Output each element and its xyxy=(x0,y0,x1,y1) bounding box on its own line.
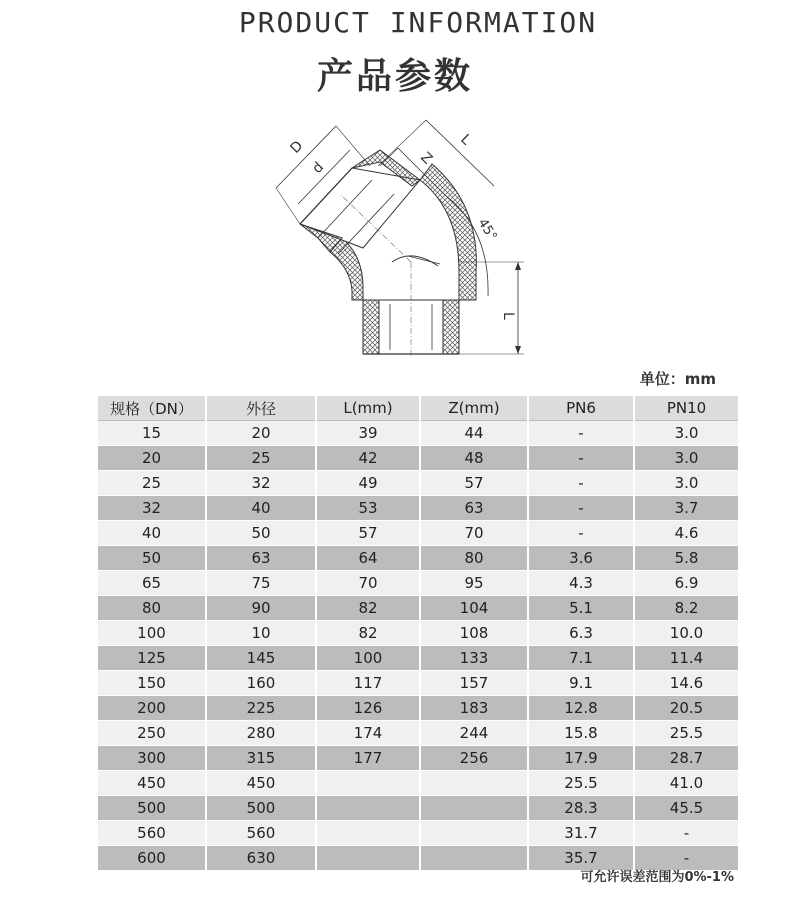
cell-pn10: 20.5 xyxy=(634,696,738,721)
page-title-cn: 产品参数 xyxy=(316,56,473,97)
cell-od: 25 xyxy=(206,446,316,471)
col-header-dn: 规格（DN） xyxy=(98,396,206,421)
cell-od: 20 xyxy=(206,421,316,446)
cell-od: 630 xyxy=(206,846,316,871)
label-Z: Z xyxy=(417,149,436,168)
cell-z xyxy=(420,796,528,821)
cell-pn6: 15.8 xyxy=(528,721,634,746)
cell-pn10: 3.0 xyxy=(634,446,738,471)
table-row xyxy=(98,821,738,846)
col-header-z: Z(mm) xyxy=(420,396,528,421)
cell-l: 126 xyxy=(316,696,420,721)
cell-pn10: 3.7 xyxy=(634,496,738,521)
unit-label: 单位：mm xyxy=(639,370,716,388)
cell-pn10: 25.5 xyxy=(634,721,738,746)
cell-pn10: 28.7 xyxy=(634,746,738,771)
spec-table xyxy=(98,396,738,871)
table-row xyxy=(98,596,738,621)
cell-pn10: 4.6 xyxy=(634,521,738,546)
cell-z: 70 xyxy=(420,521,528,546)
cell-l: 57 xyxy=(316,521,420,546)
cell-od: 500 xyxy=(206,796,316,821)
cell-z: 104 xyxy=(420,596,528,621)
bend-wall-outer xyxy=(420,164,476,300)
table-row xyxy=(98,796,738,821)
cell-dn: 560 xyxy=(98,821,206,846)
cell-dn: 450 xyxy=(98,771,206,796)
cell-od: 75 xyxy=(206,571,316,596)
cell-od: 315 xyxy=(206,746,316,771)
cell-od: 50 xyxy=(206,521,316,546)
cell-od: 90 xyxy=(206,596,316,621)
table-row xyxy=(98,546,738,571)
cell-l xyxy=(316,846,420,871)
cell-l: 174 xyxy=(316,721,420,746)
cell-dn: 125 xyxy=(98,646,206,671)
cell-pn6: 35.7 xyxy=(528,846,634,871)
cell-l: 53 xyxy=(316,496,420,521)
cell-l: 49 xyxy=(316,471,420,496)
cell-od: 160 xyxy=(206,671,316,696)
cell-od: 560 xyxy=(206,821,316,846)
cell-l: 100 xyxy=(316,646,420,671)
cell-od: 32 xyxy=(206,471,316,496)
cell-pn10: 5.8 xyxy=(634,546,738,571)
cell-pn6: - xyxy=(528,421,634,446)
table-row xyxy=(98,421,738,446)
cell-pn6: 5.1 xyxy=(528,596,634,621)
cell-z: 57 xyxy=(420,471,528,496)
table-row xyxy=(98,646,738,671)
cell-l: 82 xyxy=(316,621,420,646)
cell-od: 225 xyxy=(206,696,316,721)
cell-pn6: - xyxy=(528,496,634,521)
cell-od: 145 xyxy=(206,646,316,671)
cell-pn10: 8.2 xyxy=(634,596,738,621)
socket-wall-left xyxy=(363,300,379,354)
cell-l: 177 xyxy=(316,746,420,771)
cell-pn10: 45.5 xyxy=(634,796,738,821)
cell-pn10: - xyxy=(634,821,738,846)
table-row xyxy=(98,471,738,496)
cell-z: 133 xyxy=(420,646,528,671)
cell-pn10: 14.6 xyxy=(634,671,738,696)
cell-l: 70 xyxy=(316,571,420,596)
cell-l xyxy=(316,796,420,821)
cell-dn: 100 xyxy=(98,621,206,646)
cell-dn: 65 xyxy=(98,571,206,596)
cell-pn10: 41.0 xyxy=(634,771,738,796)
cell-dn: 15 xyxy=(98,421,206,446)
cell-pn6: 6.3 xyxy=(528,621,634,646)
cell-l: 64 xyxy=(316,546,420,571)
table-row xyxy=(98,446,738,471)
cell-l: 39 xyxy=(316,421,420,446)
cell-z: 244 xyxy=(420,721,528,746)
table-row xyxy=(98,746,738,771)
table-header-row xyxy=(98,396,738,421)
cell-l: 117 xyxy=(316,671,420,696)
cell-z: 256 xyxy=(420,746,528,771)
col-header-pn10: PN10 xyxy=(634,396,738,421)
cell-z xyxy=(420,771,528,796)
cell-dn: 150 xyxy=(98,671,206,696)
cell-pn6: 7.1 xyxy=(528,646,634,671)
table-row xyxy=(98,496,738,521)
cell-dn: 200 xyxy=(98,696,206,721)
cell-pn10: 3.0 xyxy=(634,421,738,446)
cell-pn6: - xyxy=(528,446,634,471)
cell-od: 10 xyxy=(206,621,316,646)
cell-z xyxy=(420,846,528,871)
socket-wall-right xyxy=(443,300,459,354)
cell-l xyxy=(316,821,420,846)
cell-od: 450 xyxy=(206,771,316,796)
bend-wall-inner xyxy=(330,238,363,300)
label-L: L xyxy=(457,131,474,149)
cell-od: 40 xyxy=(206,496,316,521)
cell-z: 44 xyxy=(420,421,528,446)
cell-dn: 250 xyxy=(98,721,206,746)
cell-z: 157 xyxy=(420,671,528,696)
cell-od: 280 xyxy=(206,721,316,746)
cell-dn: 80 xyxy=(98,596,206,621)
tolerance-note: 可允许误差范围为0%-1% xyxy=(580,870,734,885)
cell-pn10: 11.4 xyxy=(634,646,738,671)
cell-dn: 32 xyxy=(98,496,206,521)
cell-l: 82 xyxy=(316,596,420,621)
cell-z xyxy=(420,821,528,846)
cell-dn: 600 xyxy=(98,846,206,871)
table-row xyxy=(98,771,738,796)
cell-pn6: 4.3 xyxy=(528,571,634,596)
label-d: d xyxy=(309,159,328,177)
cell-dn: 50 xyxy=(98,546,206,571)
elbow-45-diagram xyxy=(260,108,540,368)
cell-l: 42 xyxy=(316,446,420,471)
cell-pn6: 9.1 xyxy=(528,671,634,696)
label-D: D xyxy=(287,137,307,157)
table-row xyxy=(98,621,738,646)
table-row xyxy=(98,671,738,696)
cell-pn10: - xyxy=(634,846,738,871)
cell-z: 80 xyxy=(420,546,528,571)
cell-pn6: 17.9 xyxy=(528,746,634,771)
cell-pn6: - xyxy=(528,521,634,546)
cell-dn: 40 xyxy=(98,521,206,546)
cell-z: 183 xyxy=(420,696,528,721)
col-header-l: L(mm) xyxy=(316,396,420,421)
cell-pn6: - xyxy=(528,471,634,496)
cell-dn: 20 xyxy=(98,446,206,471)
cell-z: 95 xyxy=(420,571,528,596)
cell-pn6: 31.7 xyxy=(528,821,634,846)
cell-dn: 25 xyxy=(98,471,206,496)
cell-od: 63 xyxy=(206,546,316,571)
cell-pn6: 28.3 xyxy=(528,796,634,821)
cell-pn10: 10.0 xyxy=(634,621,738,646)
table-row xyxy=(98,696,738,721)
cell-pn10: 3.0 xyxy=(634,471,738,496)
cell-z: 63 xyxy=(420,496,528,521)
cell-pn6: 25.5 xyxy=(528,771,634,796)
label-angle: 45° xyxy=(474,216,500,244)
table-row xyxy=(98,571,738,596)
label-L-vertical: L xyxy=(500,312,516,320)
cell-dn: 500 xyxy=(98,796,206,821)
cell-pn10: 6.9 xyxy=(634,571,738,596)
cell-pn6: 3.6 xyxy=(528,546,634,571)
cell-l xyxy=(316,771,420,796)
page-title-en: PRODUCT INFORMATION xyxy=(238,6,598,39)
col-header-od: 外径 xyxy=(206,396,316,421)
cell-z: 48 xyxy=(420,446,528,471)
cell-z: 108 xyxy=(420,621,528,646)
cell-dn: 300 xyxy=(98,746,206,771)
col-header-pn6: PN6 xyxy=(528,396,634,421)
cell-pn6: 12.8 xyxy=(528,696,634,721)
table-row xyxy=(98,521,738,546)
table-row xyxy=(98,721,738,746)
